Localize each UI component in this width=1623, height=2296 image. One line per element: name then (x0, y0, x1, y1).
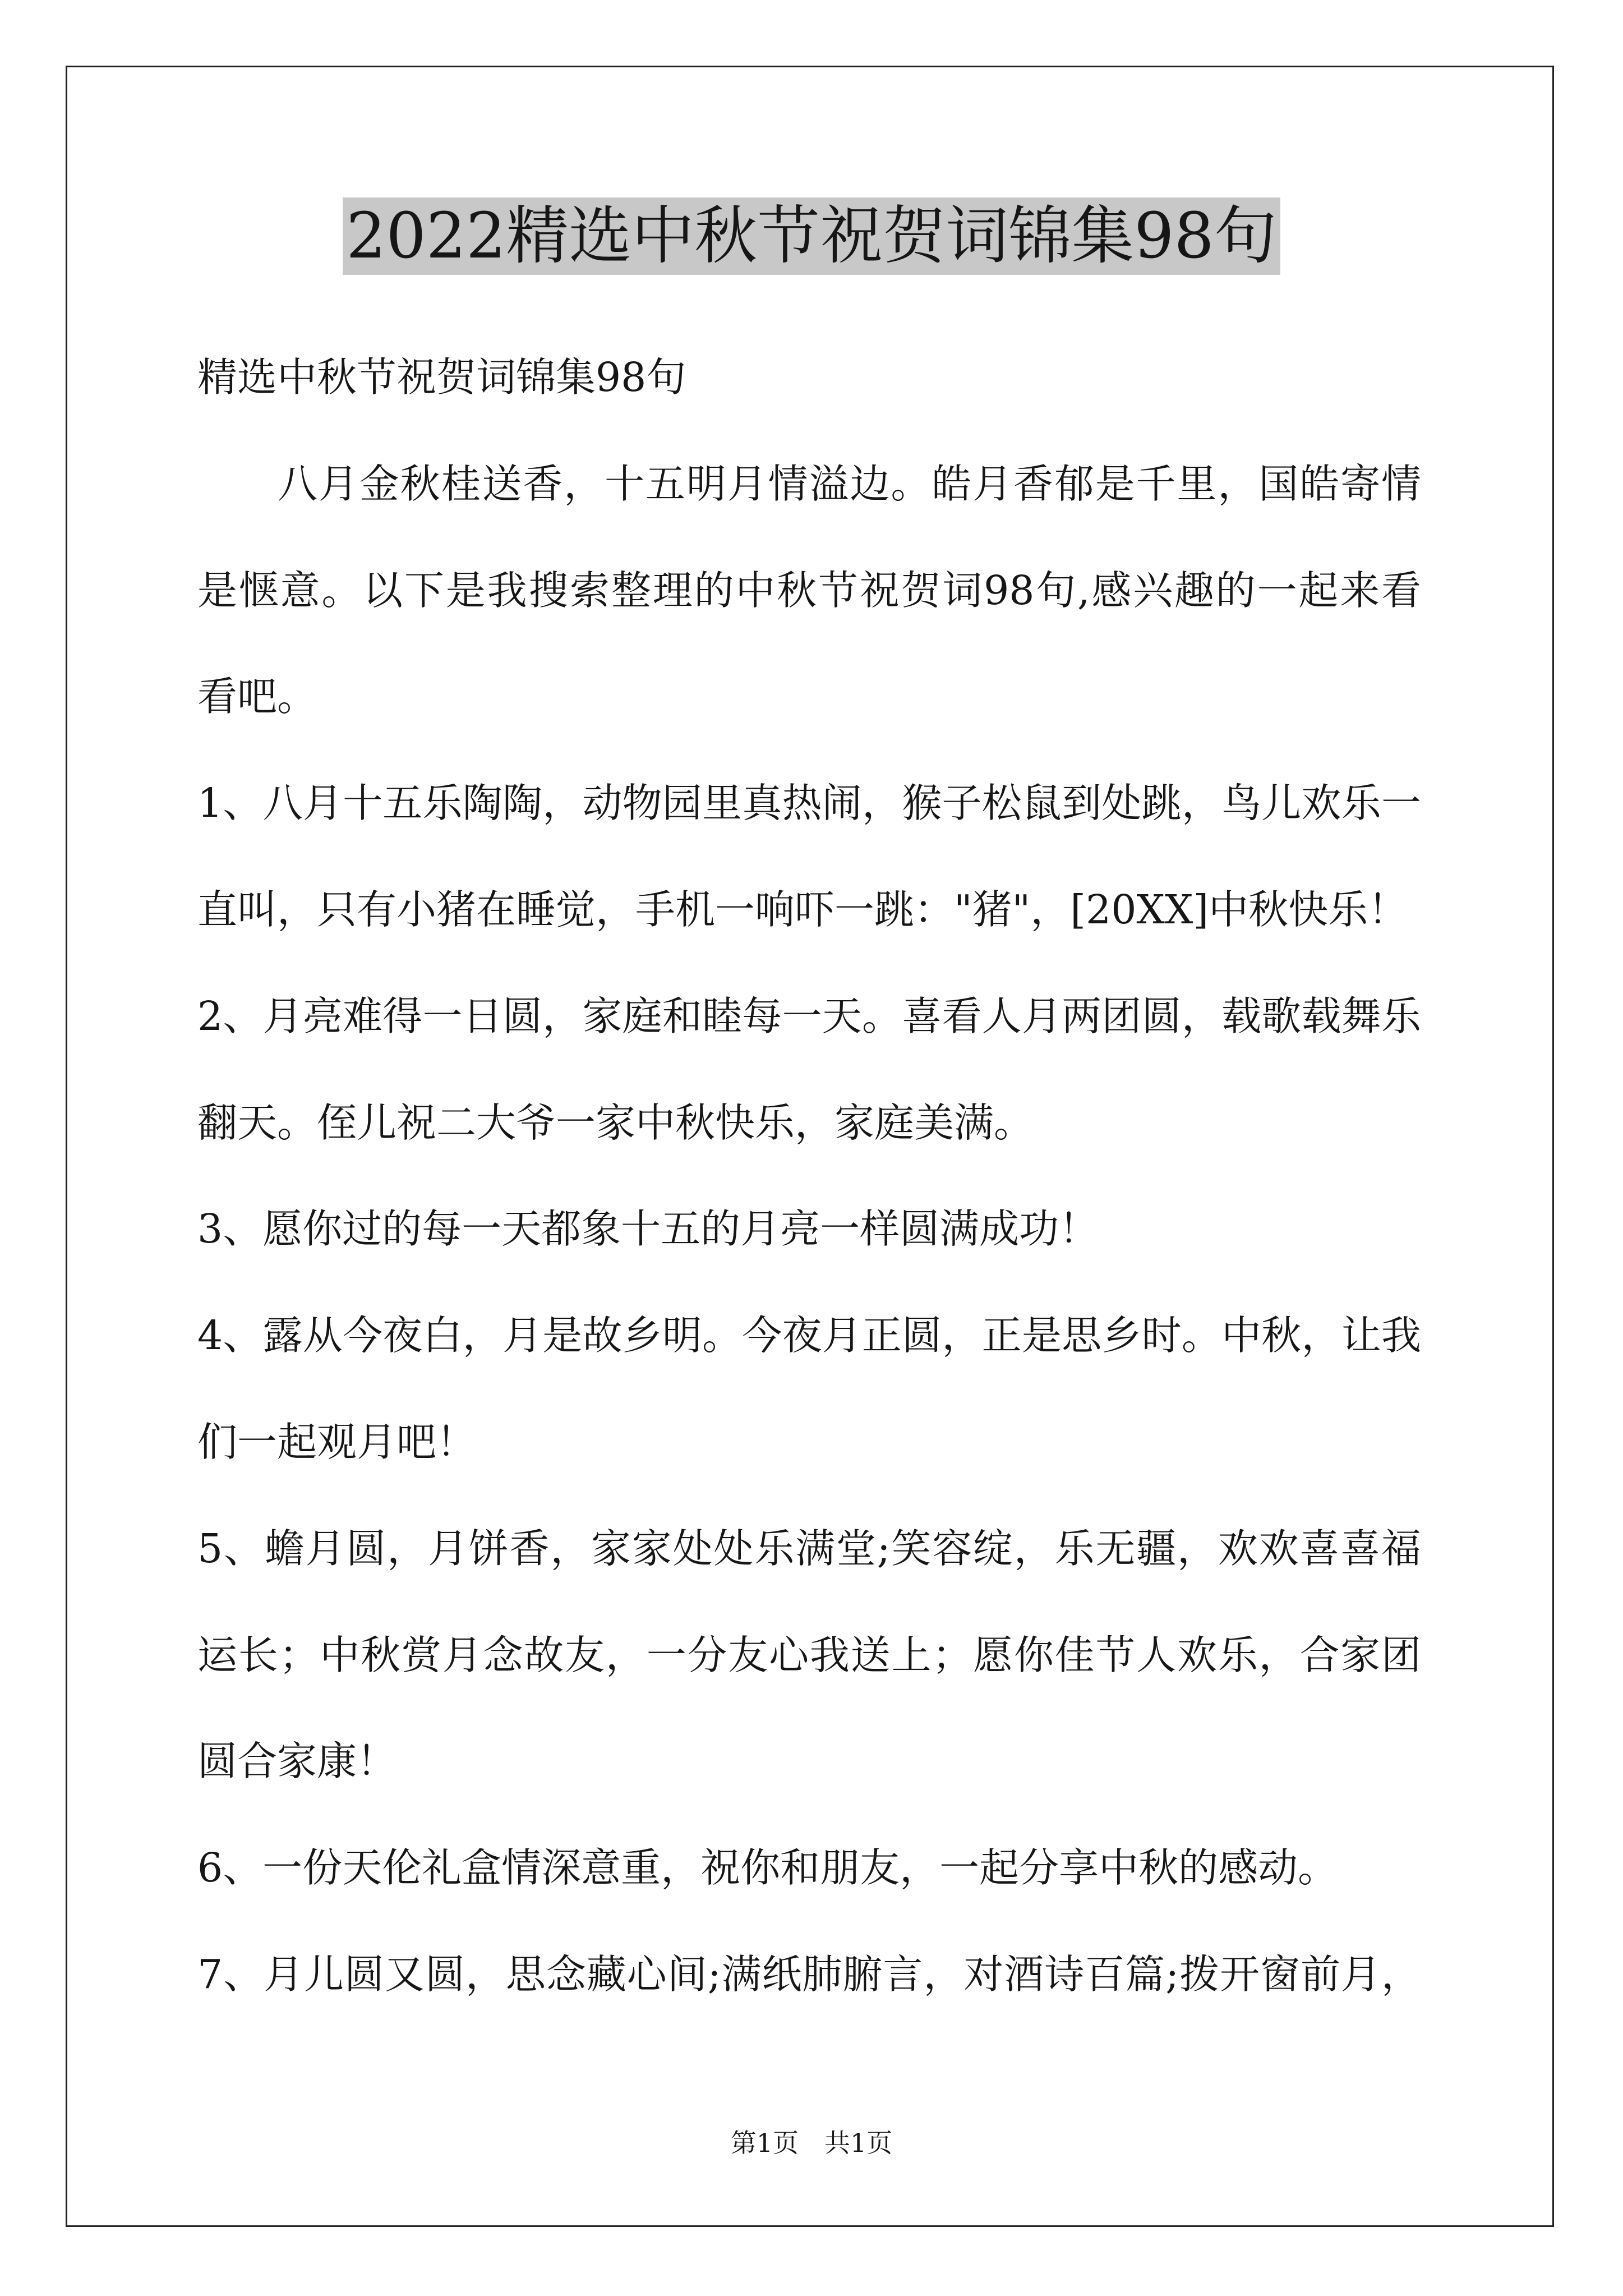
paragraph-line: 3、愿你过的每一天都象十五的月亮一样圆满成功！ (197, 1205, 1099, 1253)
greeting-item-4 (197, 1282, 1421, 1496)
document-body (197, 324, 1421, 2028)
paragraph-line: 2、月亮难得一日圆，家庭和睦每一天。喜看人月两团圆，载歌载舞乐 (197, 992, 1421, 1039)
intro-paragraph (197, 431, 1421, 750)
greeting-item-1 (197, 750, 1421, 963)
greeting-item-2 (197, 963, 1421, 1176)
paragraph-line: 5、蟾月圆，月饼香，家家处处乐满堂;笑容绽，乐无疆，欢欢喜喜福 (197, 1525, 1421, 1572)
paragraph-line: 7、月儿圆又圆，思念藏心间;满纸肺腑言，对酒诗百篇;拨开窗前月， (197, 1950, 1421, 1998)
paragraph-line: 看吧。 (197, 673, 317, 720)
page-number-current: 第1页 (730, 2128, 799, 2158)
document-title: 2022精选中秋节祝贺词锦集98句 (343, 197, 1280, 275)
paragraph-line: 运长；中秋赏月念故友，一分友心我送上；愿你佳节人欢乐，合家团 (197, 1631, 1421, 1678)
paragraph-line: 6、一份天伦礼盒情深意重，祝你和朋友，一起分享中秋的感动。 (197, 1844, 1338, 1892)
paragraph-line: 是惬意。以下是我搜索整理的中秋节祝贺词98句,感兴趣的一起来看 (197, 567, 1421, 614)
paragraph-line: 翻天。侄儿祝二大爷一家中秋快乐，家庭美满。 (197, 1099, 1034, 1146)
paragraph-line: 们一起观月吧！ (197, 1418, 477, 1465)
paragraph-line: 1、八月十五乐陶陶，动物园里真热闹，猴子松鼠到处跳，鸟儿欢乐一 (197, 780, 1421, 827)
paragraph-line: 圆合家康！ (197, 1738, 397, 1785)
page-footer (0, 2126, 1623, 2160)
greeting-item-7 (197, 1921, 1421, 2028)
paragraph-line: 直叫，只有小猪在睡觉，手机一响吓一跳："猪"，[20XX]中秋快乐！ (197, 886, 1408, 933)
document-subtitle: 精选中秋节祝贺词锦集98句 (197, 354, 686, 401)
page-number-total: 共1页 (824, 2128, 893, 2158)
title-container (0, 197, 1623, 275)
paragraph-line: 八月金秋桂送香，十五明月情溢边。皓月香郁是千里，国皓寄情 (278, 460, 1421, 507)
greeting-item-3 (197, 1176, 1421, 1282)
paragraph-line: 4、露从今夜白，月是故乡明。今夜月正圆，正是思乡时。中秋，让我 (197, 1312, 1421, 1359)
greeting-item-6 (197, 1815, 1421, 1921)
greeting-item-5 (197, 1496, 1421, 1815)
